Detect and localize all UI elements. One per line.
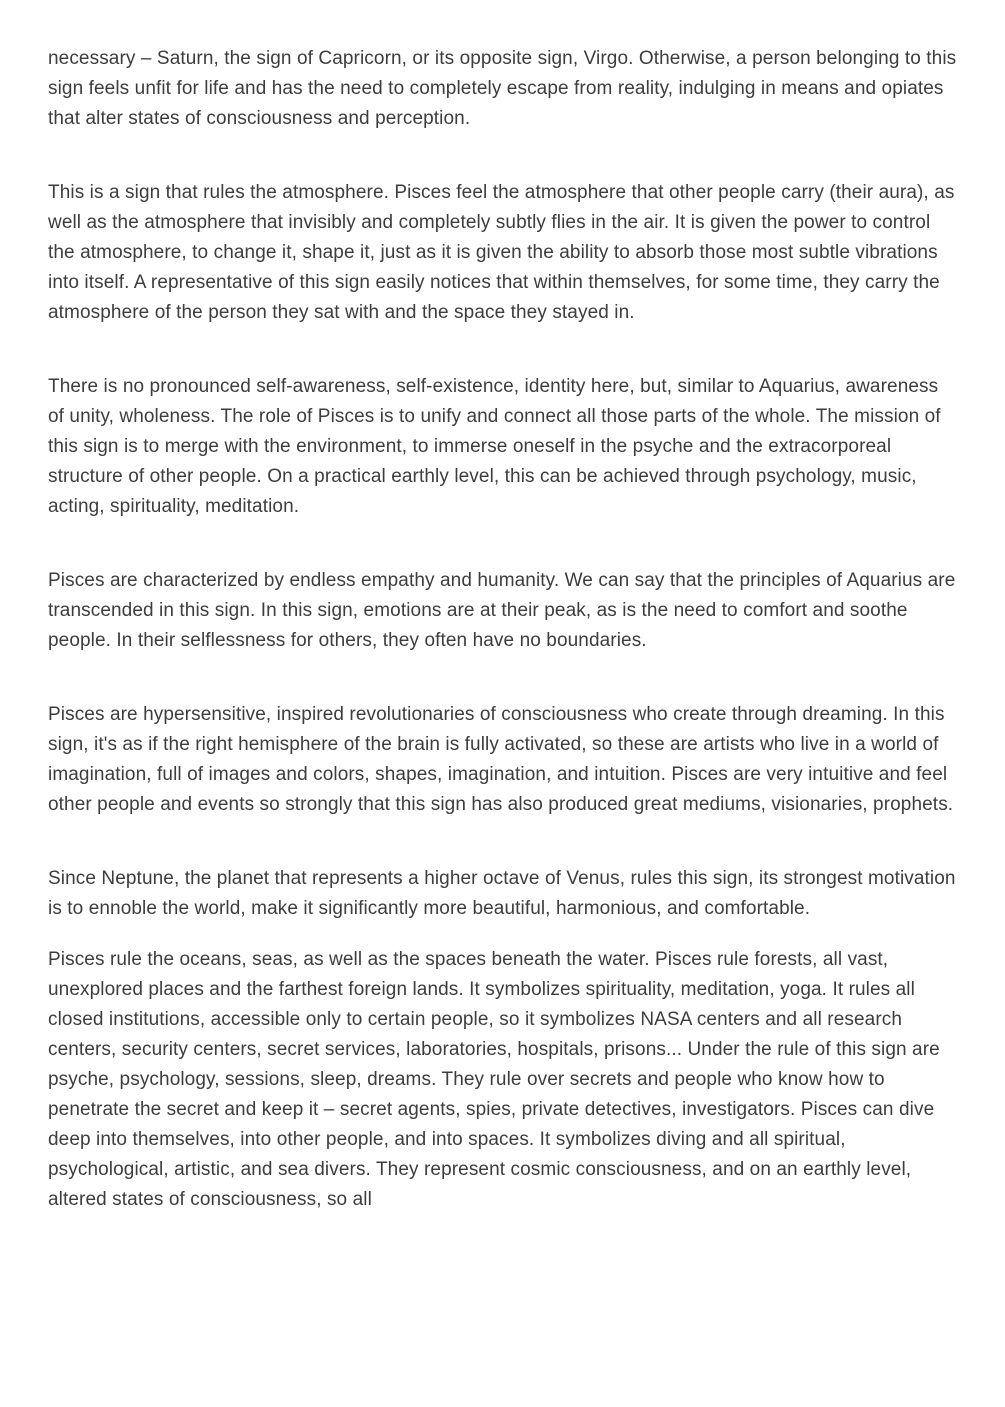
paragraph-atmosphere: This is a sign that rules the atmosphere. Pisces feel the atmosphere that other people carry (their aura), as well as the atmosphere that invisibly and completely subtly flies in the air. It is given the power to control the atmosphere, to change it, shape it, just as it is given the ability to absorb those most subtle vibrations into itself. A representative of this sign easily notices that within themselves, for some time, they carry the atmosphere of the person they sat with and the space they stayed in. xyxy=(48,182,955,323)
paragraph-oceans-rulership: Pisces rule the oceans, seas, as well as the spaces beneath the water. Pisces rule forests, all vast, unexplored places and the farthest foreign lands. It symbolizes spirituality, meditation, yoga. It rules all closed institutions, accessible only to certain people, so it symbolizes NASA centers and all research centers, security centers, secret services, laboratories, hospitals, prisons... Under the rule of this sign are psyche, psychology, sessions, sleep, dreams. They rule over secrets and people who know how to penetrate the secret and keep it – secret agents, spies, private detectives, investigators. Pisces can dive deep into themselves, into other people, and into spaces. It symbolizes diving and all spiritual, psychological, artistic, and sea divers. They represent cosmic consciousness, and on an earthly level, altered states of consciousness, so all xyxy=(48,949,940,1210)
paragraph-unity-wholeness: There is no pronounced self-awareness, self-existence, identity here, but, similar to Aquarius, awareness of unity, wholeness. The role of Pisces is to unify and connect all those parts of the whole. The mission of this sign is to merge with the environment, to immerse oneself in the psyche and the extracorporeal structure of other people. On a practical earthly level, this can be achieved through psychology, music, acting, spirituality, meditation. xyxy=(48,376,941,517)
paragraph-empathy: Pisces are characterized by endless empathy and humanity. We can say that the principles of Aquarius are transcended in this sign. In this sign, emotions are at their peak, as is the need to comfort and soothe people. In their selflessness for others, they often have no boundaries. xyxy=(48,570,956,651)
paragraph-neptune: Since Neptune, the planet that represents a higher octave of Venus, rules this sign, its strongest motivation is to ennoble the world, make it significantly more beautiful, harmonious, and comfortable. xyxy=(48,868,956,919)
paragraph-saturn-escape: necessary – Saturn, the sign of Capricorn, or its opposite sign, Virgo. Otherwise, a person belonging to this sign feels unfit for life and has the need to completely escape from reality, indulging in means and opiates that alter states of consciousness and perception. xyxy=(48,48,957,129)
paragraph-hypersensitive-artists: Pisces are hypersensitive, inspired revolutionaries of consciousness who create through dreaming. In this sign, it's as if the right hemisphere of the brain is fully activated, so these are artists who live in a world of imagination, full of images and colors, shapes, imagination, and intuition. Pisces are very intuitive and feel other people and events so strongly that this sign has also produced great mediums, visionaries, prophets. xyxy=(48,704,954,815)
